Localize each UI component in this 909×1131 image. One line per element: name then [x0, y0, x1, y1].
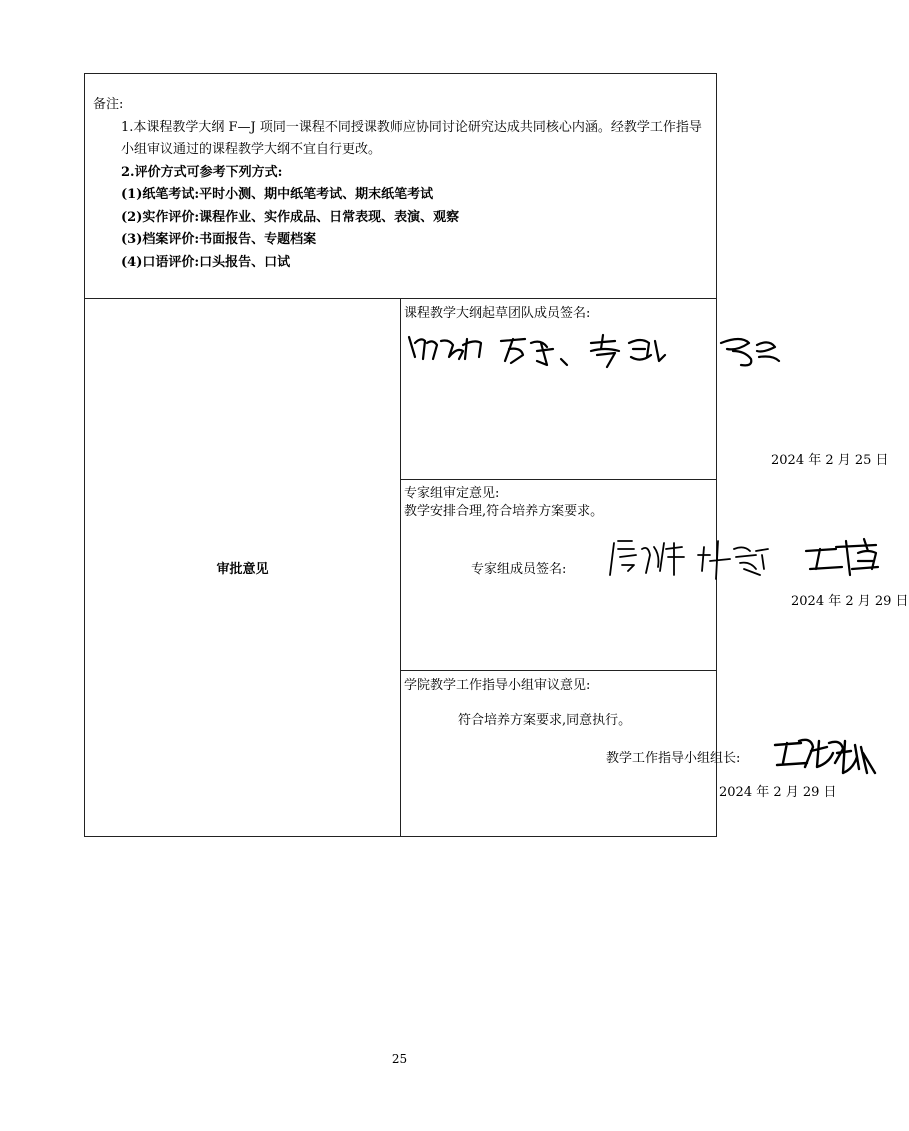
- expert-group-cell: [401, 480, 909, 671]
- college-group-cell: [401, 671, 837, 837]
- college-date: 2024 年 2 月 29 日: [719, 785, 837, 800]
- drafting-signature: [401, 329, 801, 374]
- expert-label: 专家组审定意见:: [404, 486, 500, 501]
- notes-line1: [93, 117, 708, 162]
- expert-opinion: 教学安排合理,符合培养方案要求。: [404, 504, 604, 519]
- notes-item-1: (1)纸笔考试:平时小测、期中纸笔考试、期末纸笔考试: [121, 187, 434, 202]
- approval-form-table: [84, 73, 909, 837]
- drafting-date: 2024 年 2 月 25 日: [771, 453, 889, 468]
- notes-line2: 2.评价方式可参考下列方式:: [121, 164, 283, 180]
- notes-item-2: (2)实作评价:课程作业、实作成品、日常表现、表演、观察: [121, 209, 460, 225]
- college-sign-label: 教学工作指导小组组长:: [606, 751, 741, 766]
- college-opinion: 符合培养方案要求,同意执行。: [458, 713, 632, 728]
- college-signature: [771, 733, 901, 781]
- drafting-team-cell: [401, 299, 889, 480]
- notes-item-4: (4)口语评价:口头报告、口试: [121, 254, 291, 270]
- notes-item-3: (3)档案评价:书面报告、专题档案: [121, 232, 317, 247]
- expert-date: 2024 年 2 月 29 日: [791, 594, 909, 609]
- drafting-label: 课程教学大纲起草团队成员签名:: [404, 306, 591, 321]
- approval-side-label: 审批意见: [85, 299, 401, 837]
- expert-sign-label: 专家组成员签名:: [471, 562, 567, 577]
- notes-line1-text: 本课程教学大纲 F—J 项同一课程不同授课教师应协同讨论研究达成共同核心内涵。经教学工作指导小组审议通过的课程教学大纲不宜自行更改。: [121, 119, 702, 157]
- notes-line1-prefix: 1.: [121, 119, 134, 135]
- expert-signature: [606, 535, 896, 585]
- college-label: 学院教学工作指导小组审议意见:: [404, 678, 591, 693]
- page-number: 25: [391, 1052, 408, 1066]
- notes-section: [85, 74, 717, 299]
- notes-title: 备注:: [93, 97, 124, 112]
